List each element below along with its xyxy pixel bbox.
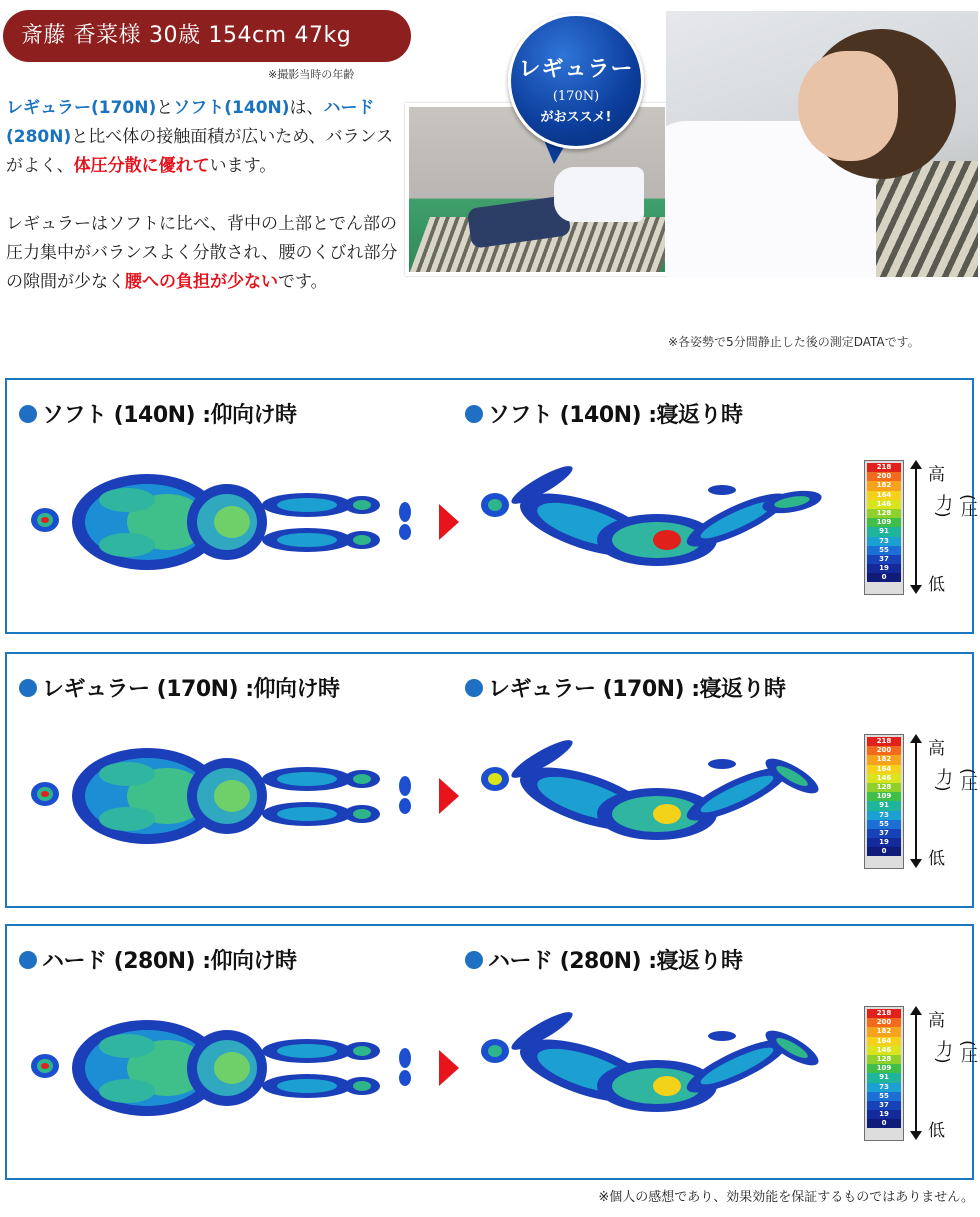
profile-weight: 47kg bbox=[294, 23, 352, 48]
scale-value: 182 bbox=[867, 1027, 901, 1036]
scale-low-label: 低 bbox=[928, 575, 945, 595]
panel-title-text: レギュラー (170N) :寝返り時 bbox=[488, 677, 786, 702]
pressure-color-bar bbox=[864, 734, 904, 869]
pressure-panel bbox=[5, 924, 977, 1180]
scale-value: 109 bbox=[867, 1064, 901, 1073]
scale-value: 37 bbox=[867, 829, 901, 838]
person-torso bbox=[554, 167, 644, 222]
description bbox=[6, 94, 398, 326]
text: です。 bbox=[278, 272, 328, 292]
supine-pressure-map bbox=[17, 996, 427, 1146]
supine-pressure-blob bbox=[31, 748, 411, 844]
panel-title-text: ソフト (140N) :仰向け時 bbox=[42, 403, 297, 428]
scale-value: 0 bbox=[867, 847, 901, 856]
supine-title bbox=[19, 672, 340, 703]
scale-value: 91 bbox=[867, 1073, 901, 1082]
pressure-color-bar bbox=[864, 460, 904, 595]
scale-value: 146 bbox=[867, 774, 901, 783]
double-arrow-icon bbox=[915, 466, 917, 588]
scale-value: 91 bbox=[867, 527, 901, 536]
bubble-recommend: がおススメ! bbox=[540, 110, 612, 125]
bullet-dot-icon bbox=[465, 679, 483, 697]
bullet-dot-icon bbox=[465, 405, 483, 423]
scale-value: 182 bbox=[867, 755, 901, 764]
side-title bbox=[465, 672, 786, 703]
scale-value: 200 bbox=[867, 472, 901, 481]
scale-value: 0 bbox=[867, 573, 901, 582]
scale-pressure-label: (圧力) bbox=[932, 768, 977, 792]
supine-title bbox=[19, 944, 297, 975]
double-arrow-icon bbox=[915, 1012, 917, 1134]
description-paragraph-1 bbox=[6, 94, 398, 181]
bullet-dot-icon bbox=[19, 951, 37, 969]
side-pressure-blob bbox=[481, 735, 823, 844]
side-pressure-map bbox=[467, 996, 847, 1146]
photo-smiling-woman bbox=[666, 11, 978, 277]
scale-value: 19 bbox=[867, 564, 901, 573]
side-pressure-blob bbox=[481, 1007, 823, 1116]
scale-high-label: 高 bbox=[928, 1011, 945, 1031]
scale-pressure-label: (圧力) bbox=[932, 494, 977, 518]
scale-value: 55 bbox=[867, 546, 901, 555]
highlight-pressure: 体圧分散に優れて bbox=[73, 156, 210, 176]
scale-low-label: 低 bbox=[928, 849, 945, 869]
description-paragraph-2 bbox=[6, 210, 398, 297]
supine-pressure-map bbox=[17, 450, 427, 600]
panel-title-text: ソフト (140N) :寝返り時 bbox=[488, 403, 743, 428]
scale-value: 218 bbox=[867, 1009, 901, 1018]
supine-pressure-blob bbox=[31, 474, 411, 570]
bubble-title: レギュラー bbox=[518, 57, 634, 82]
transition-arrow-icon bbox=[439, 1050, 459, 1086]
soft-label: ソフト(140N) bbox=[173, 98, 290, 118]
scale-value: 182 bbox=[867, 481, 901, 490]
scale-pressure-label: (圧力) bbox=[932, 1040, 977, 1064]
scale-value: 109 bbox=[867, 518, 901, 527]
age-note: ※撮影当時の年齢 bbox=[268, 68, 355, 81]
bullet-dot-icon bbox=[19, 679, 37, 697]
scale-value: 218 bbox=[867, 737, 901, 746]
text: レギュラーはソフトに比べ、背中の上部とでん部の圧力集中がバランスよく分散され、腰のくびれ部分の隙間が少なく bbox=[6, 214, 398, 292]
panel-title-text: ハード (280N) :仰向け時 bbox=[42, 949, 297, 974]
profile-name: 斎藤 香菜様 bbox=[21, 23, 141, 48]
pressure-panel bbox=[5, 378, 977, 634]
regular-label: レギュラー(170N) bbox=[6, 98, 157, 118]
disclaimer: ※個人の感想であり、効果効能を保証するものではありません。 bbox=[598, 1190, 974, 1205]
text: と比べ体の接触面積が広いため、バランスがよく、 bbox=[6, 127, 394, 176]
scale-value: 146 bbox=[867, 1046, 901, 1055]
highlight-back: 腰への負担が少ない bbox=[125, 272, 278, 292]
scale-value: 19 bbox=[867, 1110, 901, 1119]
scale-high-label: 高 bbox=[928, 465, 945, 485]
side-pressure-blob bbox=[481, 461, 823, 570]
scale-value: 164 bbox=[867, 765, 901, 774]
side-pressure-map bbox=[467, 450, 847, 600]
side-title bbox=[465, 944, 743, 975]
scale-value: 200 bbox=[867, 746, 901, 755]
side-pressure-map bbox=[467, 724, 847, 874]
scale-value: 128 bbox=[867, 509, 901, 518]
person-face bbox=[798, 51, 898, 161]
scale-value: 73 bbox=[867, 1083, 901, 1092]
supine-pressure-map bbox=[17, 724, 427, 874]
scale-value: 146 bbox=[867, 500, 901, 509]
bullet-dot-icon bbox=[19, 405, 37, 423]
scale-value: 91 bbox=[867, 801, 901, 810]
scale-value: 0 bbox=[867, 1119, 901, 1128]
side-title bbox=[465, 398, 743, 429]
scale-value: 55 bbox=[867, 820, 901, 829]
scale-value: 19 bbox=[867, 838, 901, 847]
scale-value: 128 bbox=[867, 1055, 901, 1064]
scale-low-label: 低 bbox=[928, 1121, 945, 1141]
supine-pressure-blob bbox=[31, 1020, 411, 1116]
recommend-bubble bbox=[508, 13, 644, 149]
scale-value: 37 bbox=[867, 1101, 901, 1110]
bullet-dot-icon bbox=[465, 951, 483, 969]
transition-arrow-icon bbox=[439, 778, 459, 814]
double-arrow-icon bbox=[915, 740, 917, 862]
scale-value: 218 bbox=[867, 463, 901, 472]
panel-title-text: レギュラー (170N) :仰向け時 bbox=[42, 677, 340, 702]
profile-age: 30歳 bbox=[149, 23, 201, 48]
scale-high-label: 高 bbox=[928, 739, 945, 759]
pressure-color-bar bbox=[864, 1006, 904, 1141]
pressure-panel bbox=[5, 652, 977, 908]
scale-value: 200 bbox=[867, 1018, 901, 1027]
hard-label: ハード(280N) bbox=[6, 98, 375, 147]
scale-value: 164 bbox=[867, 1037, 901, 1046]
supine-title bbox=[19, 398, 297, 429]
bubble-firmness: (170N) bbox=[552, 89, 600, 104]
transition-arrow-icon bbox=[439, 504, 459, 540]
text: います。 bbox=[209, 156, 277, 176]
text: と bbox=[156, 98, 174, 118]
scale-value: 109 bbox=[867, 792, 901, 801]
scale-value: 128 bbox=[867, 783, 901, 792]
scale-value: 73 bbox=[867, 811, 901, 820]
text: は、 bbox=[289, 98, 324, 118]
scale-value: 55 bbox=[867, 1092, 901, 1101]
scale-value: 164 bbox=[867, 491, 901, 500]
measurement-note: ※各姿勢で5分間静止した後の測定DATAです。 bbox=[668, 335, 920, 349]
profile-height: 154cm bbox=[208, 23, 287, 48]
panel-title-text: ハード (280N) :寝返り時 bbox=[488, 949, 743, 974]
scale-value: 73 bbox=[867, 537, 901, 546]
scale-value: 37 bbox=[867, 555, 901, 564]
profile-badge bbox=[3, 10, 411, 62]
